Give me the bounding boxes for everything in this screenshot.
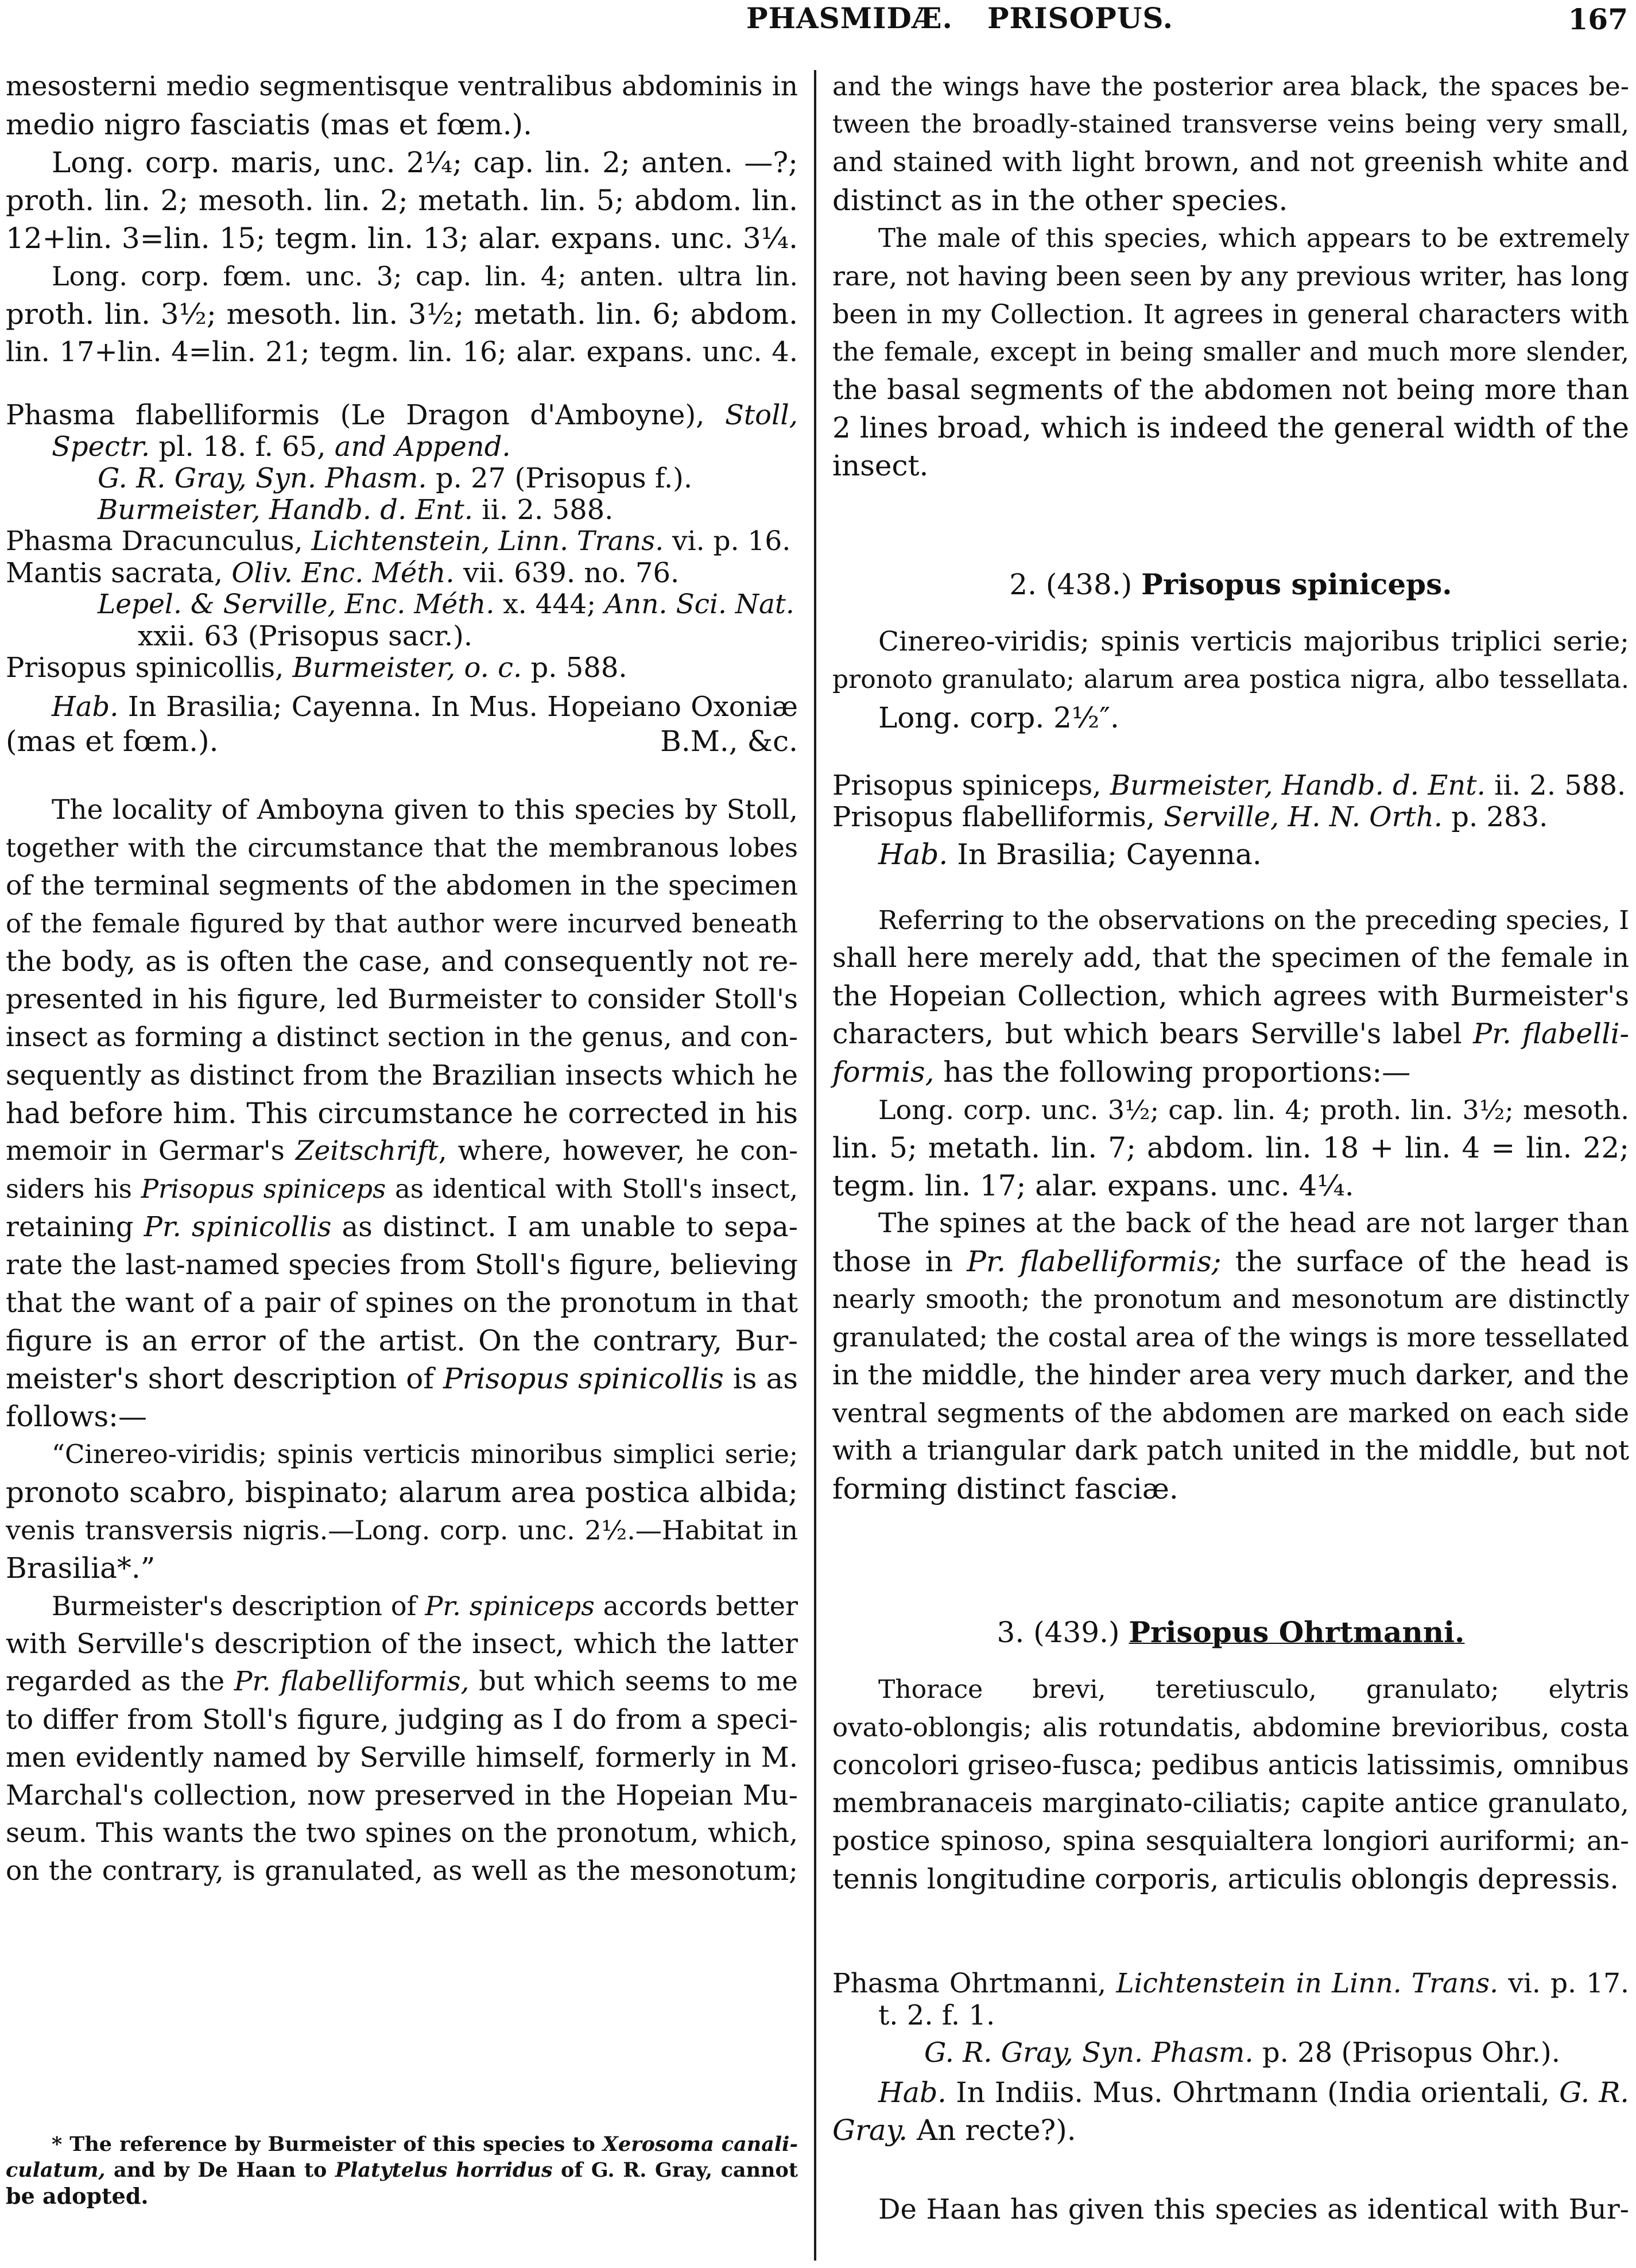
length-line: Long. corp. 2½″. <box>878 701 1119 734</box>
text-run: the surface of the head is <box>1221 1245 1629 1278</box>
text-line <box>6 1132 798 1170</box>
text-line: pronoto scabro, bispinato; alarum area postica albida; <box>6 1476 798 1509</box>
italic-term: Pr. flabelli- <box>1473 1017 1629 1050</box>
synonym-author: G. R. Gray, Syn. Phasm. <box>924 2037 1254 2069</box>
italic-term: Prisopus spiniceps <box>141 1174 386 1204</box>
synonym-text: Phasma Ohrtmanni, <box>832 1968 1116 1999</box>
text-line: Marchal's collection, now preserved in the Hopeian Mu- <box>6 1779 798 1812</box>
habitat-line <box>832 835 1262 873</box>
measurement-line: proth. lin. 3½; mesoth. lin. 3½; metath. lin. 6; abdom. <box>6 297 798 331</box>
text-line <box>832 1015 1629 1053</box>
synonymy-line <box>832 2034 1560 2072</box>
text-run: as identical with Stoll's insect, <box>386 1174 798 1204</box>
text-line: The male of this species, which appears to be extremely <box>878 223 1629 253</box>
habitat-text: An recte?). <box>908 2114 1076 2147</box>
family-name: PHASMIDÆ. <box>746 1 953 35</box>
synonym-author: Stoll, <box>724 399 798 431</box>
synonym-work: and Append. <box>334 431 511 463</box>
text-line: lin. 5; metath. lin. 7; abdom. lin. 18 + lin. 4 = lin. 22; <box>832 1131 1629 1164</box>
text-run: is as <box>723 1362 798 1395</box>
synonym-author: Lichtenstein in Linn. Trans. <box>1116 1968 1499 1999</box>
synonym-text: t. 2. f. 1. <box>878 1999 995 2031</box>
text-line: and the wings have the posterior area black, the spaces be- <box>832 71 1629 102</box>
synonym-text: ii. 2. 588. <box>1485 769 1626 802</box>
synonym-author: Serville, H. N. Orth. <box>1164 801 1443 833</box>
synonym-text: Prisopus spiniceps, <box>832 769 1110 802</box>
text-line: medio nigro fasciatis (mas et fœm.). <box>6 108 533 141</box>
text-line: membranaceis marginato-ciliatis; capite antice granulato, <box>832 1787 1629 1819</box>
text-line: rare, not having been seen by any previous writer, has long <box>832 261 1629 292</box>
synonymy-line <box>832 798 1548 836</box>
text-line <box>6 1587 798 1625</box>
text-run: but which seems to me <box>469 1666 798 1697</box>
text-line: mesosterni medio segmentisque ventralibus abdominis in <box>6 71 798 102</box>
synonymy-line <box>832 1996 995 2034</box>
text-line <box>6 1208 798 1246</box>
text-line: distinct as in the other species. <box>832 184 1288 217</box>
species-number: 3. (439.) <box>997 1616 1120 1649</box>
column-divider <box>814 70 816 2261</box>
synonym-text: p. 27 (Prisopus f.). <box>427 462 693 494</box>
synonym-author: G. R. Gray, Syn. Phasm. <box>98 462 427 494</box>
synonym-text: vi. p. 16. <box>664 525 791 557</box>
text-run: siders his <box>6 1174 141 1204</box>
text-line: in the middle, the hinder area very much darker, and the <box>832 1359 1629 1391</box>
text-line: “Cinereo-viridis; spinis verticis minoribus simplici serie; <box>52 1439 798 1469</box>
synonym-text: ii. 2. 588. <box>473 494 614 526</box>
habitat-text: In Brasilia; Cayenna. In Mus. Hopeiano Oxoniæ <box>118 691 798 723</box>
synonym-author: Lichtenstein, Linn. Trans. <box>311 525 664 557</box>
species-name: Prisopus Ohrtmanni. <box>1129 1615 1465 1649</box>
habitat-author: G. R. <box>1559 2076 1629 2109</box>
habitat-label: Hab. <box>52 691 119 723</box>
text-line: and stained with light brown, and not greenish white and <box>832 146 1629 178</box>
footnote-line <box>6 2157 798 2183</box>
synonym-text: p. 28 (Prisopus Ohr.). <box>1253 2037 1561 2069</box>
habitat-text: (mas et fœm.). <box>6 725 219 758</box>
synonym-text: Phasma Dracunculus, <box>6 525 312 557</box>
text-line: concolori griseo-fusca; pedibus anticis latissimis, omnibus <box>832 1750 1629 1781</box>
footnote-line <box>6 2183 149 2209</box>
synonym-work: Ann. Sci. Nat. <box>604 589 794 620</box>
text-line: sequently as distinct from the Brazilian insects which he <box>6 1059 798 1092</box>
text-line: on the contrary, is granulated, as well as the mesonotum; <box>6 1855 798 1887</box>
diagnosis-line: Cinereo-viridis; spinis verticis majoribus triplici serie; <box>878 626 1629 657</box>
synonym-author: Oliv. Enc. Méth. <box>231 557 455 589</box>
diagnosis-line: pronoto granulato; alarum area postica nigra, albo tessellata. <box>832 665 1629 694</box>
measurement-line: lin. 17+lin. 4=lin. 21; tegm. lin. 16; alar. expans. unc. 4. <box>6 336 798 368</box>
synonym-text: Prisopus flabelliformis, <box>832 801 1164 833</box>
synonymy-line <box>6 649 627 687</box>
genus-name: PRISOPUS. <box>987 1 1174 35</box>
text-line: Thorace brevi, teretiusculo, granulato; elytris <box>878 1675 1629 1704</box>
text-run: , where, however, he con- <box>438 1135 798 1167</box>
synonym-text: p. 588. <box>522 652 627 684</box>
text-run: retaining <box>6 1211 144 1243</box>
species-heading <box>832 566 1629 603</box>
habitat-line <box>6 722 798 760</box>
text-run: as distinct. I am unable to sepa- <box>331 1211 798 1243</box>
text-line: nearly smooth; the pronotum and mesonotum are distinctly <box>832 1284 1629 1314</box>
text-line: granulated; the costal area of the wings is more tessellated <box>832 1322 1629 1353</box>
text-line: been in my Collection. It agrees in general characters with <box>832 299 1629 330</box>
text-run: characters, but which bears Serville's label <box>832 1017 1474 1050</box>
synonym-text: vi. p. 17. <box>1498 1968 1629 1999</box>
synonym-text: vii. 639. no. 76. <box>454 557 680 589</box>
text-line: to differ from Stoll's figure, judging as I do from a speci- <box>6 1704 798 1736</box>
footnote-taxon: Xerosoma canali- <box>602 2132 798 2156</box>
text-line: the body, as is often the case, and consequently not re- <box>6 945 798 978</box>
text-line: the Hopeian Collection, which agrees with Burmeister's <box>832 980 1629 1012</box>
text-line: 2 lines broad, which is indeed the general width of the <box>832 411 1629 444</box>
page-number: 167 <box>1568 2 1628 36</box>
synonym-text: Phasma flabelliformis (Le Dragon d'Amboyne), <box>6 399 725 431</box>
synonym-author: Burmeister, o. c. <box>292 652 522 684</box>
text-line <box>832 1053 1410 1091</box>
text-line: with Serville's description of the insect, which the latter <box>6 1628 798 1660</box>
footnote-text: and by De Haan to <box>105 2158 335 2182</box>
text-run: has the following proportions:— <box>934 1055 1411 1089</box>
text-line: The locality of Amboyna given to this species by Stoll, <box>52 794 798 826</box>
running-title <box>746 1 1173 35</box>
footnote-taxon: Platytelus horridus <box>335 2158 553 2182</box>
text-run: meister's short description of <box>6 1362 443 1395</box>
synonym-text: xxii. 63 (Prisopus sacr.). <box>138 620 473 652</box>
text-line: that the want of a pair of spines on the pronotum in that <box>6 1287 798 1319</box>
text-line: presented in his figure, led Burmeister to consider Stoll's <box>6 984 798 1015</box>
text-line: ventral segments of the abdomen are marked on each side <box>832 1398 1629 1429</box>
synonym-text: p. 283. <box>1443 801 1548 833</box>
text-line: rate the last-named species from Stoll's figure, believing <box>6 1249 798 1281</box>
habitat-text: In Brasilia; Cayenna. <box>948 838 1262 871</box>
text-line <box>6 1170 798 1208</box>
species-number: 2. (438.) <box>1009 568 1133 601</box>
text-line: with a triangular dark patch united in the middle, but not <box>832 1435 1629 1466</box>
text-line: tennis longitudine corporis, articulis oblongis depressis. <box>832 1863 1619 1895</box>
italic-term: Zeitschrift <box>295 1135 439 1167</box>
footnote-taxon: culatum, <box>6 2158 106 2182</box>
synonym-work: Spectr. <box>52 431 150 463</box>
text-line: the female, except in being smaller and much more slender, <box>832 336 1629 367</box>
text-run: memoir in Germar's <box>6 1135 296 1167</box>
text-run: those in <box>832 1245 967 1278</box>
habitat-author: Gray. <box>832 2114 908 2147</box>
footnote-text: of G. R. Gray, cannot <box>552 2158 798 2182</box>
collection-note: B.M., &c. <box>660 725 798 758</box>
habitat-label: Hab. <box>878 838 948 871</box>
italic-term: Prisopus spinicollis <box>443 1362 724 1395</box>
synonym-text: x. 444; <box>494 589 605 620</box>
text-line: ovato-oblongis; alis rotundatis, abdomine brevioribus, costa <box>832 1712 1629 1743</box>
italic-term: Pr. flabelliformis; <box>967 1245 1222 1278</box>
running-header <box>0 0 1636 46</box>
italic-term: Pr. spiniceps <box>425 1590 595 1621</box>
measurement-line: Long. corp. fœm. unc. 3; cap. lin. 4; anten. ultra lin. <box>52 261 798 292</box>
habitat-line <box>832 2111 1076 2149</box>
text-line <box>832 1243 1629 1280</box>
synonym-author: Burmeister, Handb. d. Ent. <box>98 494 474 526</box>
synonym-text: Prisopus spinicollis, <box>6 652 293 684</box>
text-line: the basal segments of the abdomen not being more than <box>832 374 1629 406</box>
text-line: tween the broadly-stained transverse veins being very small, <box>832 110 1629 139</box>
text-line: of the female figured by that author were incurved beneath <box>6 908 798 939</box>
synonym-text: Mantis sacrata, <box>6 557 232 589</box>
synonym-text: pl. 18. f. 65, <box>150 431 335 463</box>
species-heading <box>832 1613 1629 1651</box>
text-line: Referring to the observations on the preceding species, I <box>878 905 1629 935</box>
species-name: Prisopus spiniceps. <box>1141 567 1452 601</box>
italic-term: formis, <box>832 1055 935 1089</box>
measurement-line: proth. lin. 2; mesoth. lin. 2; metath. lin. 5; abdom. lin. <box>6 184 798 217</box>
text-run: accords better <box>594 1590 798 1621</box>
text-line <box>6 1663 798 1701</box>
text-line: had before him. This circumstance he corrected in his <box>6 1097 798 1130</box>
text-line: The spines at the back of the head are not larger than <box>878 1207 1629 1239</box>
habitat-label: Hab. <box>878 2076 947 2109</box>
text-line: figure is an error of the artist. On the contrary, Bur- <box>6 1324 798 1357</box>
habitat-line <box>6 688 798 726</box>
text-line: men evidently named by Serville himself, formerly in M. <box>6 1741 798 1774</box>
synonym-author: Burmeister, Handb. d. Ent. <box>1110 769 1486 802</box>
measurement-line: Long. corp. maris, unc. 2¼; cap. lin. 2; anten. —?; <box>52 146 798 179</box>
closing-line: De Haan has given this species as identical with Bur- <box>878 2193 1629 2226</box>
text-line: together with the circumstance that the membranous lobes <box>6 833 798 863</box>
text-line: forming distinct fasciæ. <box>832 1472 1178 1505</box>
habitat-text: In Indiis. Mus. Ohrtmann (India orientali, <box>946 2076 1560 2109</box>
text-run: regarded as the <box>6 1666 234 1697</box>
text-line: Brasilia*.” <box>6 1551 156 1585</box>
text-line: postice spinoso, spina sesquialtera longiori auriformi; an- <box>832 1825 1629 1857</box>
footnote-text: * The reference by Burmeister of this species to <box>52 2132 603 2156</box>
text-line: of the terminal segments of the abdomen in the specimen <box>6 870 798 901</box>
text-run: Burmeister's description of <box>52 1590 425 1621</box>
habitat-line <box>832 2074 1629 2112</box>
footnote-line <box>6 2131 798 2157</box>
measurement-line: 12+lin. 3=lin. 15; tegm. lin. 13; alar. expans. unc. 3¼. <box>6 222 798 255</box>
text-line: insect as forming a distinct section in the genus, and con- <box>6 1021 798 1053</box>
text-line: follows:— <box>6 1400 147 1433</box>
footnote-text: be adopted. <box>6 2183 149 2209</box>
text-line: Long. corp. unc. 3½; cap. lin. 4; proth. lin. 3½; mesoth. <box>878 1094 1629 1125</box>
italic-term: Pr. spinicollis <box>144 1211 332 1243</box>
text-line: venis transversis nigris.—Long. corp. unc. 2½.—Habitat in <box>6 1515 798 1546</box>
text-line: insect. <box>832 449 929 482</box>
synonym-author: Lepel. & Serville, Enc. Méth. <box>98 589 495 620</box>
text-line: seum. This wants the two spines on the pronotum, which, <box>6 1817 798 1849</box>
text-line: shall here merely add, that the specimen of the female in <box>832 942 1629 974</box>
italic-term: Pr. flabelliformis, <box>234 1666 470 1697</box>
text-line <box>6 1360 798 1398</box>
text-line: tegm. lin. 17; alar. expans. unc. 4¼. <box>832 1169 1354 1202</box>
